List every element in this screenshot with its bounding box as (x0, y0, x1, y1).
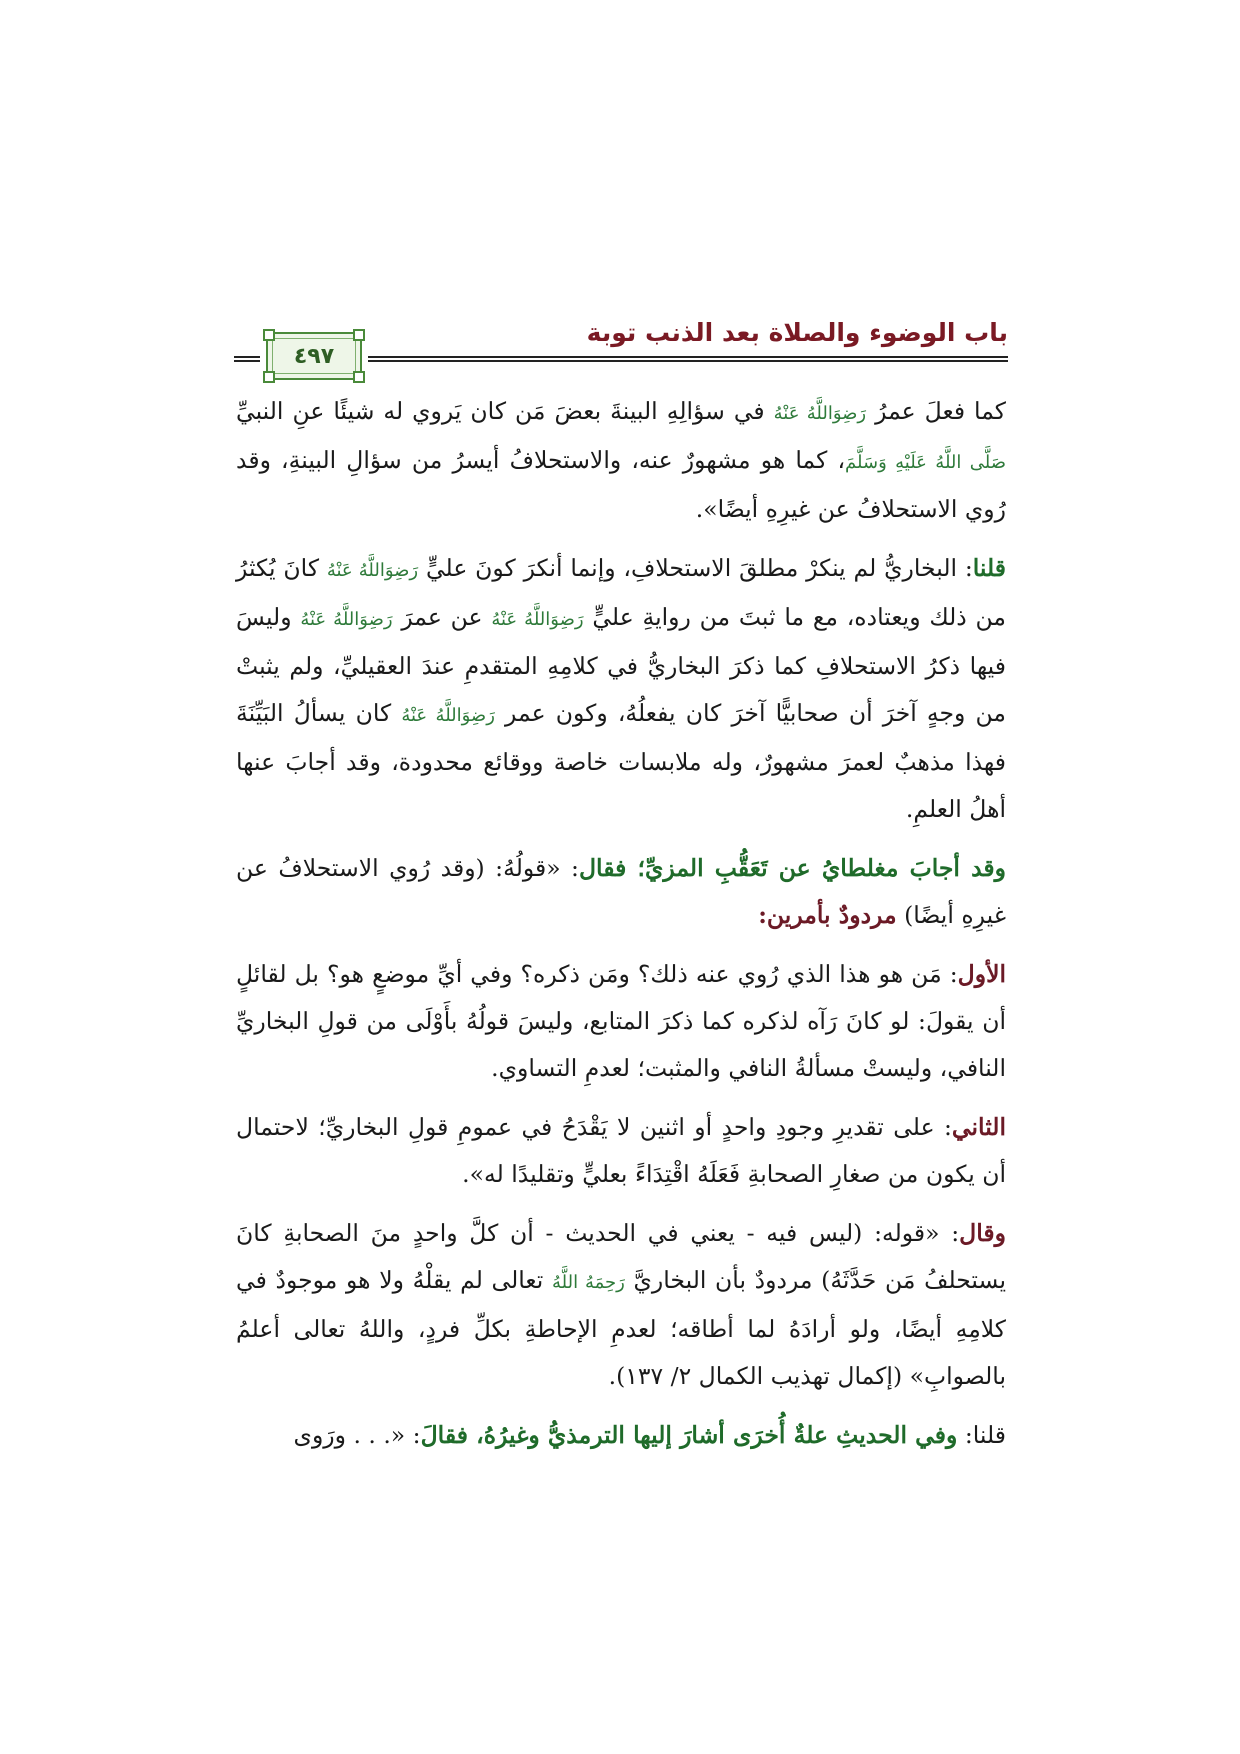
text-run: : (957, 1421, 973, 1449)
emphasis-text: وفي الحديثِ علةٌ أُخرَى أشارَ إليها الترمذيُّ وغيرُهُ، فقالَ (420, 1421, 958, 1449)
emphasis-text: وقال (959, 1219, 1006, 1247)
emphasis-text: الأول (957, 960, 1006, 988)
honorific-glyph: رَحِمَهُ اللَّهُ (551, 1272, 625, 1293)
honorific-glyph: رَضِوَاللَّهُ عَنْهُ (300, 609, 393, 630)
text-run: كان يسألُ البَيِّنَةَ فهذا مذهبٌ لعمرَ مشهورٌ، وله ملابسات خاصة ووقائع محدودة، وقد أجابَ عنها أهلُ العلمِ. (236, 699, 1006, 823)
page-number: ٤٩٧ (293, 343, 335, 369)
text-run: وليسَ فيها ذكرُ الاستحلافِ كما ذكرَ البخاريُّ في كلامِهِ المتقدمِ عندَ العقيليِّ، ولم يثبتْ من وجهٍ آخرَ أن صحابيًّا آخرَ كان يفعلُهُ، وكون عمر (236, 603, 1006, 727)
text-run: كما فعلَ عمرُ (866, 397, 1006, 425)
paragraph (236, 388, 1006, 533)
chapter-title: باب الوضوء والصلاة بعد الذنب توبة (586, 318, 1008, 347)
paragraph (236, 845, 1006, 939)
paragraph (236, 545, 1006, 833)
honorific-glyph: رَضِوَاللَّهُ عَنْهُ (491, 609, 584, 630)
text-run: : على تقديرِ وجودِ واحدٍ أو اثنين لا يَقْدَحُ في عمومِ قولِ البخاريِّ؛ لاحتمال أن يكون من صغارِ الصحابةِ فَعَلَهُ اقْتِدَاءً بعليٍّ وتقليدًا له». (236, 1113, 1006, 1188)
emphasis-text: وقد أجابَ مغلطايُ عن تَعَقُّبِ المزيِّ؛ فقال (578, 854, 1006, 882)
paragraph (236, 1210, 1006, 1400)
text-run: تعالى لم يقلْهُ ولا هو موجودٌ في كلامِهِ أيضًا، ولو أرادَهُ لما أطاقه؛ لعدمِ الإحاطةِ بكلِّ فردٍ، واللهُ تعالى أعلمُ بالصوابِ» (إكمال تهذيب الكمال ٢/ ١٣٧). (236, 1266, 1006, 1390)
paragraph (236, 1104, 1006, 1198)
text-run: : «قوله: (ليس فيه - يعني في الحديث - أن كلَّ واحدٍ منَ الصحابةِ كانَ يستحلفُ مَن حَدَّثَهُ) مردودٌ بأن البخاريَّ (236, 1219, 1006, 1294)
emphasis-text: الثاني (951, 1113, 1006, 1141)
text-run: عن عمرَ (392, 603, 492, 631)
honorific-glyph: رَضِوَاللَّهُ عَنْهُ (401, 705, 495, 726)
paragraph (236, 1412, 1006, 1459)
text-run: في سؤالِهِ البينةَ بعضَ مَن كان يَروي له شيئًا عنِ النبيِّ (236, 397, 774, 425)
text-run: : «. . . ورَوى (293, 1421, 421, 1449)
text-run: : «قولُهُ: (وقد رُوي الاستحلافُ عن غيرِهِ أيضًا) (236, 854, 1006, 929)
emphasis-text: مردودٌ بأمرين: (758, 901, 897, 929)
text-run: : البخاريُّ لم ينكرْ مطلقَ الاستحلافِ، وإنما أنكرَ كونَ عليٍّ (418, 554, 973, 582)
page-header (234, 312, 1008, 372)
text-run: ، كما هو مشهورٌ عنه، والاستحلافُ أيسرُ من سؤالِ البينةِ، وقد رُوي الاستحلافُ عن غيرِهِ أيضًا». (236, 446, 1006, 523)
honorific-glyph: رَضِوَاللَّهُ عَنْهُ (326, 560, 419, 581)
paragraph (236, 951, 1006, 1092)
body-text (236, 388, 1006, 1471)
emphasis-text: قلنا (972, 554, 1007, 582)
text-run: قلنا (972, 1421, 1006, 1449)
header-rule-right (368, 356, 1008, 362)
text-run: كانَ يُكثرُ من ذلك ويعتاده، مع ما ثبتَ من روايةِ عليٍّ (236, 554, 1006, 631)
honorific-glyph: صَلَّى اللَّهُ عَلَيْهِ وَسَلَّمَ (845, 452, 1007, 473)
page-number-badge (266, 332, 362, 380)
text-run: : مَن هو هذا الذي رُوي عنه ذلك؟ ومَن ذكره؟ وفي أيِّ موضعٍ هو؟ بل لقائلٍ أن يقولَ: لو كانَ رَآه لذكره كما ذكرَ المتابع، وليسَ قولُهُ بأَوْلَى من قولِ البخاريِّ النافي، وليستْ مسألةُ النافي والمثبت؛ لعدمِ التساوي. (236, 960, 1006, 1082)
header-rule-left (234, 356, 260, 362)
honorific-glyph: رَضِوَاللَّهُ عَنْهُ (773, 403, 867, 424)
